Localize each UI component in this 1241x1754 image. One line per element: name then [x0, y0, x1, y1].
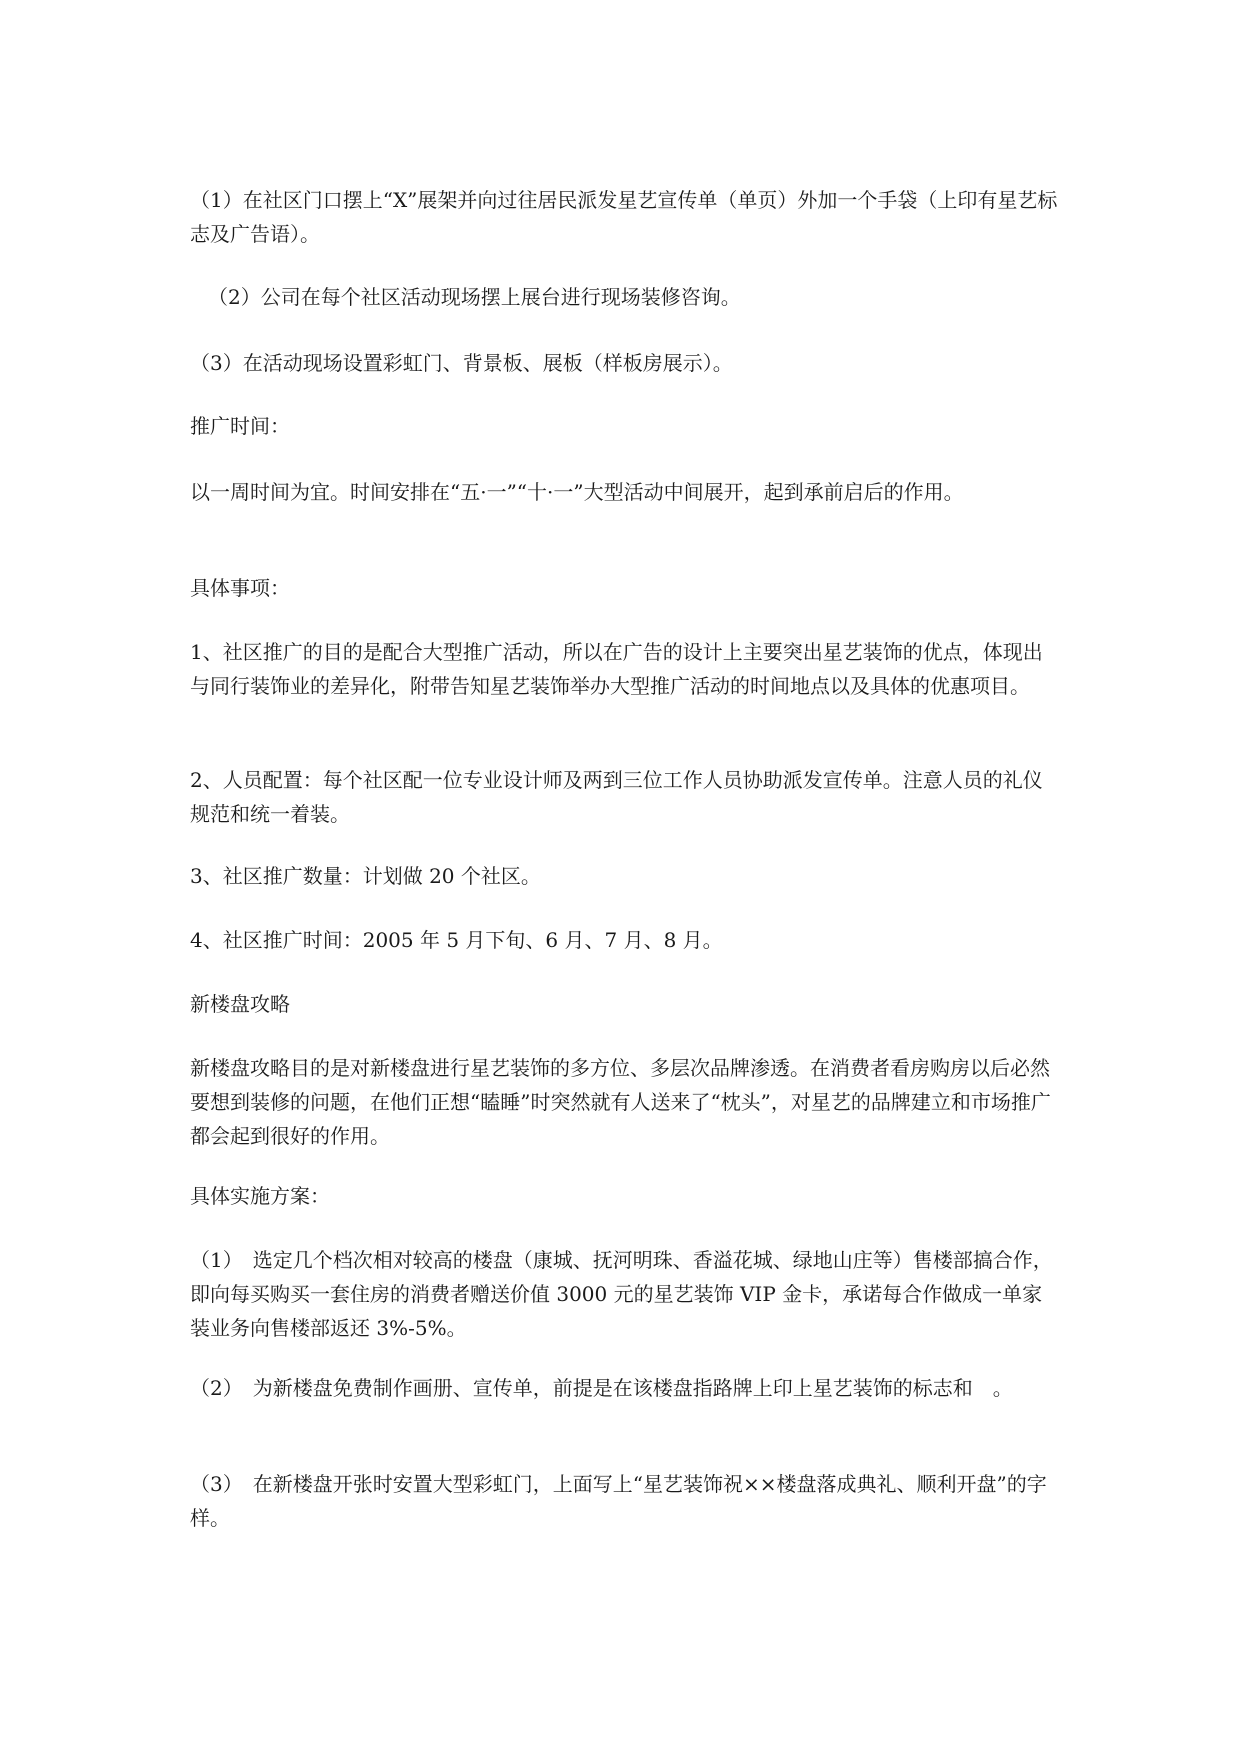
paragraph-item-2: （2）公司在每个社区活动现场摆上展台进行现场装修咨询。	[208, 285, 741, 309]
paragraph-plan-2: （2） 为新楼盘免费制作画册、宣传单，前提是在该楼盘指路牌上印上星艺装饰的标志和 。	[190, 1376, 1013, 1400]
paragraph-plan-1: （1） 选定几个档次相对较高的楼盘（康城、抚河明珠、香溢花城、绿地山庄等）售楼部搞合作，即向每买购买一套住房的消费者赠送价值 3000 元的星艺装饰 VIP 金卡，承诺每合作做成一单家装业务向售楼部返还 3%-5%。	[190, 1248, 1053, 1340]
section-heading-details: 具体事项：	[190, 576, 290, 600]
paragraph-promo-time: 以一周时间为宜。时间安排在“五·一”“十·一”大型活动中间展开，起到承前启后的作用。	[190, 480, 964, 504]
paragraph-item-3: （3）在活动现场设置彩虹门、背景板、展板（样板房展示）。	[190, 351, 733, 375]
section-heading-promo-time: 推广时间：	[190, 414, 290, 438]
section-heading-new-estate: 新楼盘攻略	[190, 992, 290, 1016]
paragraph-detail-2: 2、人员配置：每个社区配一位专业设计师及两到三位工作人员协助派发宣传单。注意人员的礼仪规范和统一着装。	[190, 768, 1043, 826]
paragraph-new-estate: 新楼盘攻略目的是对新楼盘进行星艺装饰的多方位、多层次品牌渗透。在消费者看房购房以后必然要想到装修的问题，在他们正想“瞌睡”时突然就有人送来了“枕头”，对星艺的品牌建立和市场推广都会起到很好的作用。	[190, 1056, 1051, 1148]
section-heading-plan: 具体实施方案：	[190, 1184, 330, 1208]
paragraph-plan-3: （3） 在新楼盘开张时安置大型彩虹门，上面写上“星艺装饰祝××楼盘落成典礼、顺利开盘”的字样。	[190, 1472, 1047, 1530]
paragraph-detail-4: 4、社区推广时间：2005 年 5 月下旬、6 月、7 月、8 月。	[190, 928, 723, 952]
paragraph-detail-3: 3、社区推广数量：计划做 20 个社区。	[190, 864, 541, 888]
paragraph-detail-1: 1、社区推广的目的是配合大型推广活动，所以在广告的设计上主要突出星艺装饰的优点，体现出与同行装饰业的差异化，附带告知星艺装饰举办大型推广活动的时间地点以及具体的优惠项目。	[190, 640, 1043, 698]
paragraph-item-1: （1）在社区门口摆上“X”展架并向过往居民派发星艺宣传单（单页）外加一个手袋（上印有星艺标志及广告语）。	[190, 188, 1058, 246]
